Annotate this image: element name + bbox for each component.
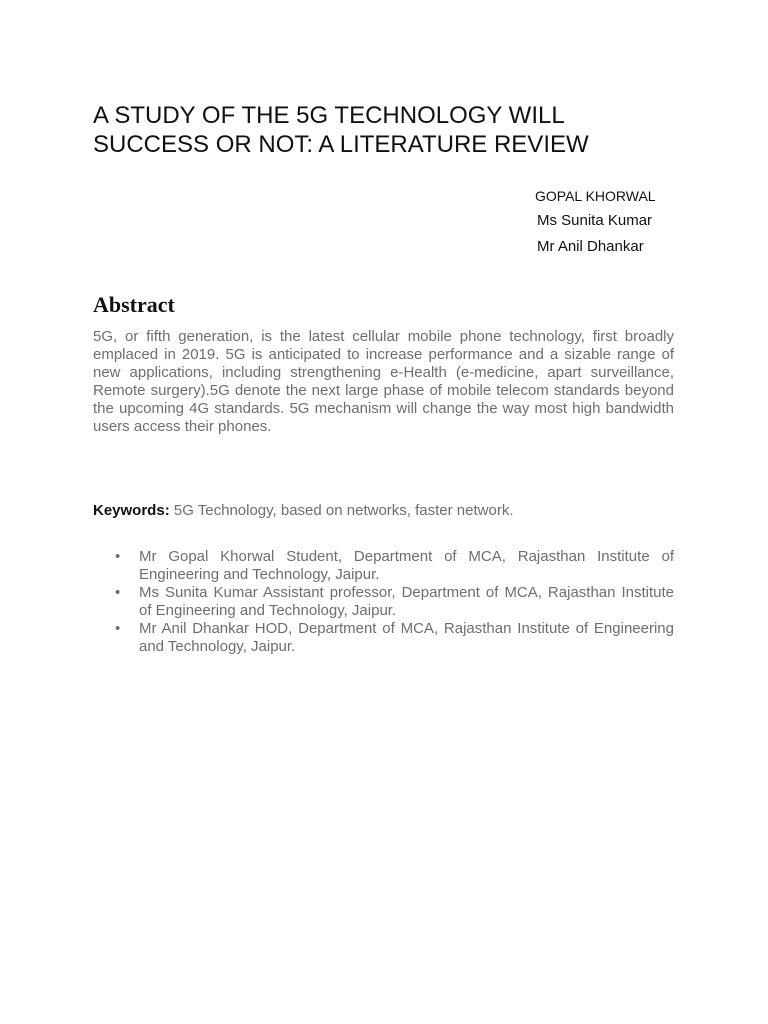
affiliation-text: Mr Anil Dhankar HOD, Department of MCA, Rajasthan Institute of Engineering and Technology, Jaipur. (139, 620, 674, 655)
affiliation-item (93, 620, 674, 656)
affiliation-item (93, 584, 674, 620)
affiliation-item (93, 548, 674, 584)
paper-title-line-1: A STUDY OF THE 5G TECHNOLOGY WILL (93, 102, 565, 129)
keywords-label: Keywords: (93, 502, 170, 519)
keywords-line (93, 502, 693, 520)
author-name: Ms Sunita Kumar (537, 212, 653, 229)
bullet-icon: • (115, 584, 121, 601)
keywords-text: 5G Technology, based on networks, faster network. (173, 502, 514, 519)
abstract-heading: Abstract (93, 292, 175, 317)
affiliation-text: Mr Gopal Khorwal Student, Department of MCA, Rajasthan Institute of Engineering and Technology, Jaipur. (139, 548, 674, 583)
paper-title-line-2: SUCCESS OR NOT: A LITERATURE REVIEW (93, 131, 589, 158)
abstract-body: 5G, or fifth generation, is the latest cellular mobile phone technology, first broadly emplaced in 2019. 5G is anticipated to increase performance and a sizable range of new applications, including strengthening e-Health (e-medicine, apart surveillance, Remote surgery).5G denote the next large phase of mobile telecom standards beyond the upcoming 4G standards. 5G mechanism will change the way most high bandwidth users access their phones. (93, 328, 674, 435)
affiliation-list (93, 548, 674, 656)
author-name: GOPAL KHORWAL (535, 188, 656, 204)
affiliation-text: Ms Sunita Kumar Assistant professor, Department of MCA, Rajasthan Institute of Engineering and Technology, Jaipur. (139, 584, 674, 619)
bullet-icon: • (115, 620, 121, 637)
bullet-icon: • (115, 548, 121, 565)
author-block (535, 186, 735, 257)
author-name: Mr Anil Dhankar (537, 238, 644, 255)
paper-title (93, 101, 693, 159)
